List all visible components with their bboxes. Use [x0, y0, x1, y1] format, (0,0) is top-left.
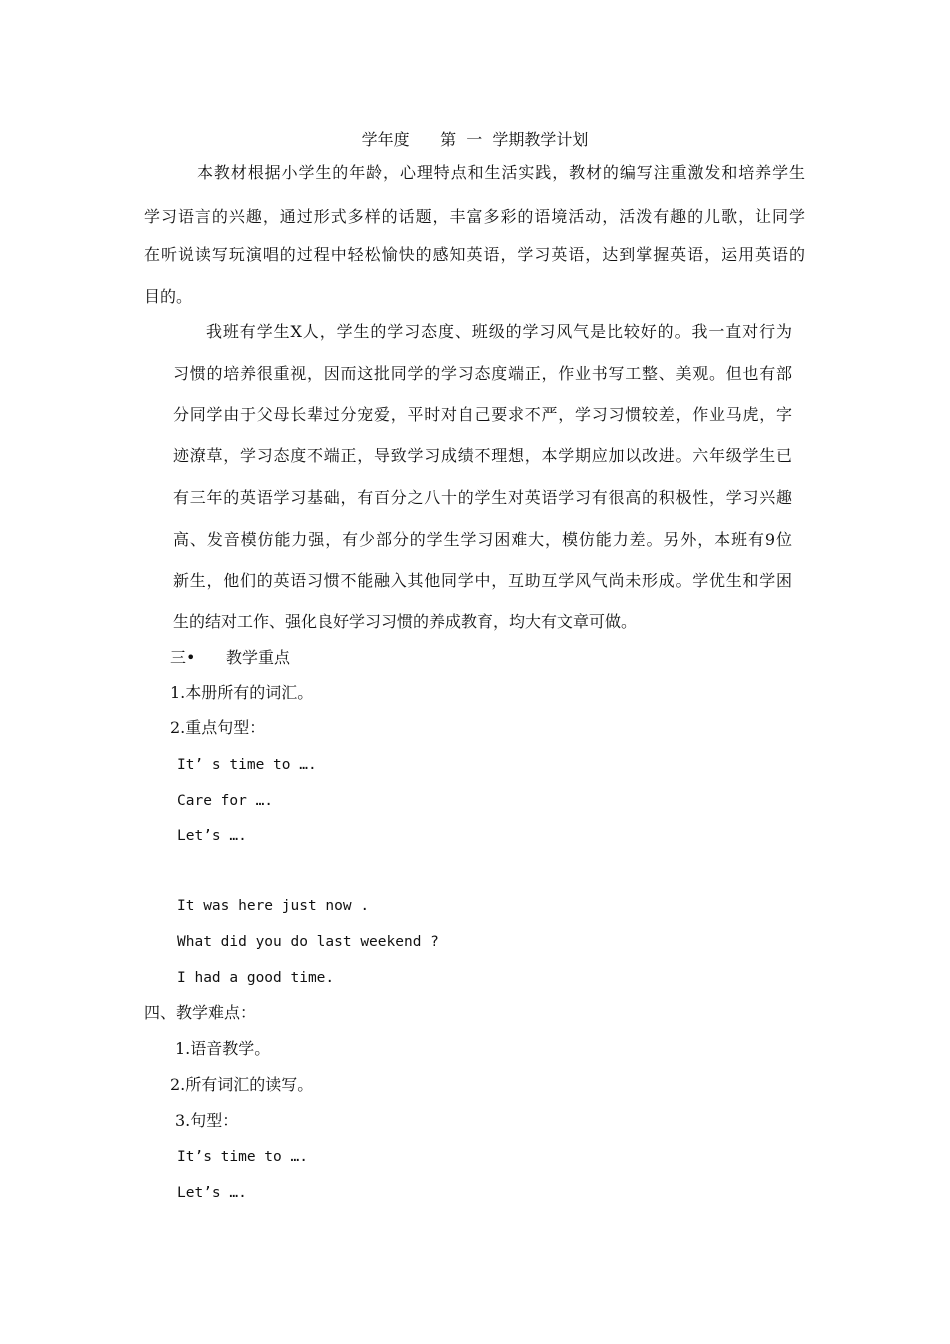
sentence-good-time: I had a good time.: [177, 970, 335, 986]
paragraph1-line-4: 目的。: [144, 287, 193, 306]
paragraph2-line-2: 习惯的培养很重视，因而这批同学的学习态度端正，作业书写工整、美观。但也有部: [173, 364, 792, 383]
sentence-it-was-here: It was here just now .: [177, 898, 370, 914]
section3-item-2: 2.重点句型：: [170, 718, 266, 737]
section4-heading: 四、教学难点：: [144, 1003, 257, 1022]
paragraph1-line-3: 在听说读写玩演唱的过程中轻松愉快的感知英语，学习英语，达到掌握英语，运用英语的: [144, 245, 805, 264]
difficulty-sentence-its-time-to: It’s time to ….: [177, 1149, 308, 1165]
paragraph2-line-1: 我班有学生Ⅹ人，学生的学习态度、班级的学习风气是比较好的。我一直对行为: [206, 322, 792, 341]
paragraph2-line-7: 新生，他们的英语习惯不能融入其他同学中，互助互学风气尚未形成。学优生和学困: [173, 571, 792, 590]
sentence-what-did-you-do: What did you do last weekend ?: [177, 934, 439, 950]
paragraph2-line-5: 有三年的英语学习基础，有百分之八十的学生对英语学习有很高的积极性，学习兴趣: [173, 488, 792, 507]
section3-heading: 三• 教学重点: [170, 648, 290, 667]
difficulty-sentence-lets: Let’s ….: [177, 1185, 247, 1201]
paragraph2-line-3: 分同学由于父母长辈过分宠爱，平时对自己要求不严，学习习惯较差，作业马虎，字: [173, 405, 792, 424]
paragraph2-line-8: 生的结对工作、强化良好学习习惯的养成教育，均大有文章可做。: [173, 612, 638, 631]
sentence-its-time-to: It’ s time to ….: [177, 757, 317, 773]
section3-item-1: 1.本册所有的词汇。: [170, 683, 314, 702]
section4-item-2: 2.所有词汇的读写。: [170, 1075, 314, 1094]
section4-item-1: 1.语音教学。: [175, 1039, 271, 1058]
sentence-care-for: Care for ….: [177, 793, 274, 809]
paragraph1-line-2: 学习语言的兴趣，通过形式多样的话题，丰富多彩的语境活动，活泼有趣的儿歌，让同学: [144, 207, 805, 226]
paragraph2-line-6: 高、发音模仿能力强，有少部分的学生学习困难大，模仿能力差。另外，本班有9位: [173, 530, 792, 549]
page-title: 学年度 第 一 学期教学计划: [361, 130, 589, 149]
section4-item-3: 3.句型：: [175, 1111, 239, 1130]
sentence-lets: Let’s ….: [177, 828, 247, 844]
paragraph1-line-1: 本教材根据小学生的年龄，心理特点和生活实践，教材的编写注重激发和培养学生: [197, 163, 805, 182]
paragraph2-line-4: 迹潦草，学习态度不端正，导致学习成绩不理想，本学期应加以改进。六年级学生已: [173, 446, 792, 465]
